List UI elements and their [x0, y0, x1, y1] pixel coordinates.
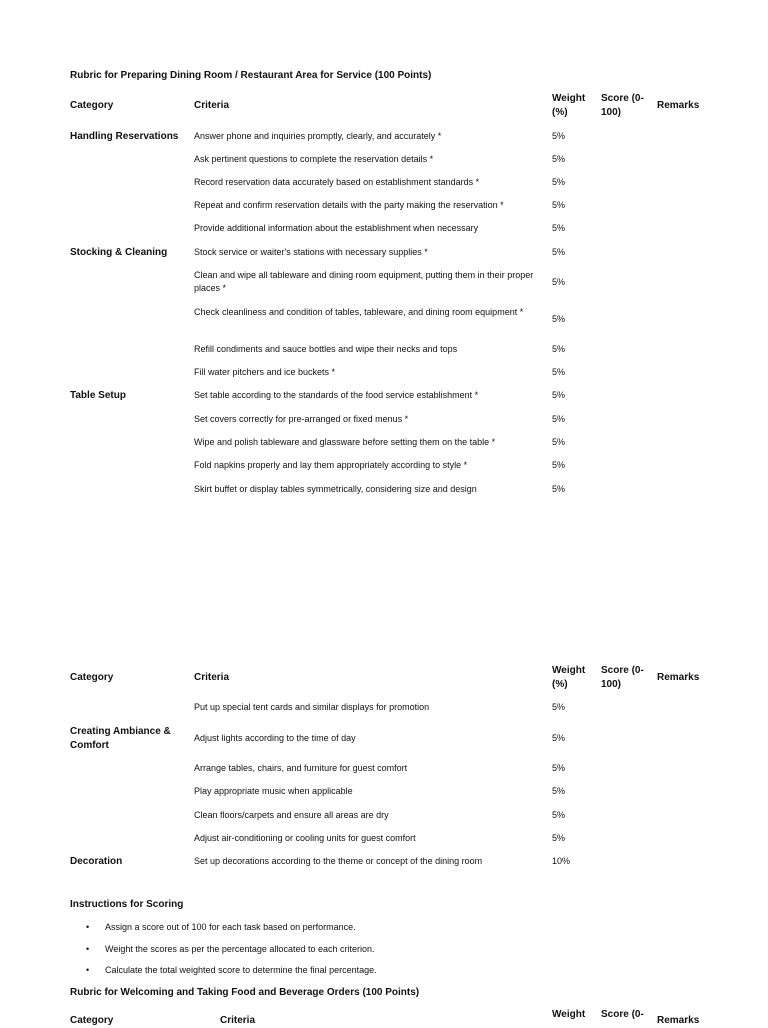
weight-cell: 5% [552, 314, 566, 324]
rubric-2-title: Rubric for Welcoming and Taking Food and Beverage Orders (100 Points) [70, 987, 420, 998]
category-label: Stocking & Cleaning [70, 247, 168, 258]
weight-cell: 5% [552, 484, 566, 494]
header-category: Category [70, 672, 114, 683]
category-label: Creating Ambiance & Comfort [70, 726, 171, 751]
weight-cell: 5% [552, 733, 566, 743]
criteria-cell: Clean and wipe all tableware and dining room equipment, putting them in their proper places * [194, 270, 534, 293]
header-weight: Weight (%) [552, 665, 586, 690]
weight-cell: 5% [552, 277, 566, 287]
instruction-text: Assign a score out of 100 for each task based on performance. [105, 922, 356, 932]
criteria-cell: Check cleanliness and condition of tables, tableware, and dining room equipment * [194, 307, 524, 317]
header-weight: Weight [552, 1009, 586, 1020]
criteria-cell: Record reservation data accurately based on establishment standards * [194, 177, 480, 187]
criteria-cell: Ask pertinent questions to complete the reservation details * [194, 154, 434, 164]
weight-cell: 5% [552, 344, 566, 354]
instruction-item [86, 964, 377, 977]
bullet-icon: • [86, 922, 90, 932]
rubric-1-title: Rubric for Preparing Dining Room / Restaurant Area for Service (100 Points) [70, 70, 432, 81]
weight-cell: 5% [552, 810, 566, 820]
weight-cell: 5% [552, 200, 566, 210]
weight-cell: 5% [552, 460, 566, 470]
weight-cell: 5% [552, 154, 566, 164]
criteria-cell: Set up decorations according to the theme or concept of the dining room [194, 856, 483, 866]
weight-cell: 5% [552, 437, 566, 447]
criteria-cell: Answer phone and inquiries promptly, clearly, and accurately * [194, 131, 442, 141]
category-label: Table Setup [70, 390, 126, 401]
weight-cell: 10% [552, 856, 571, 866]
weight-cell: 5% [552, 247, 566, 257]
header-remarks: Remarks [657, 100, 700, 111]
instruction-item [86, 921, 356, 934]
criteria-cell: Set table according to the standards of the food service establishment * [194, 390, 479, 400]
header-criteria: Criteria [220, 1015, 256, 1026]
header-weight: Weight (%) [552, 93, 586, 118]
header-criteria: Criteria [194, 100, 230, 111]
header-score: Score (0- [601, 1009, 644, 1020]
weight-cell: 5% [552, 763, 566, 773]
weight-cell: 5% [552, 223, 566, 233]
header-remarks: Remarks [657, 672, 700, 683]
weight-cell: 5% [552, 177, 566, 187]
criteria-cell: Fill water pitchers and ice buckets * [194, 367, 336, 377]
weight-cell: 5% [552, 702, 566, 712]
bullet-icon: • [86, 944, 90, 954]
header-criteria: Criteria [194, 672, 230, 683]
instruction-text: Calculate the total weighted score to determine the final percentage. [105, 965, 377, 975]
category-label: Handling Reservations [70, 131, 179, 142]
weight-cell: 5% [552, 367, 566, 377]
header-remarks: Remarks [657, 1015, 700, 1026]
criteria-cell: Play appropriate music when applicable [194, 786, 353, 796]
criteria-cell: Clean floors/carpets and ensure all areas are dry [194, 810, 389, 820]
weight-cell: 5% [552, 414, 566, 424]
weight-cell: 5% [552, 786, 566, 796]
instruction-text: Weight the scores as per the percentage allocated to each criterion. [105, 944, 375, 954]
header-score: Score (0-100) [601, 93, 644, 118]
criteria-cell: Stock service or waiter's stations with necessary supplies * [194, 247, 428, 257]
header-category: Category [70, 1015, 114, 1026]
criteria-cell: Refill condiments and sauce bottles and wipe their necks and tops [194, 344, 458, 354]
criteria-cell: Provide additional information about the establishment when necessary [194, 223, 479, 233]
criteria-cell: Fold napkins properly and lay them appropriately according to style * [194, 460, 468, 470]
criteria-cell: Adjust lights according to the time of day [194, 733, 356, 743]
bullet-icon: • [86, 965, 90, 975]
header-score: Score (0-100) [601, 665, 644, 690]
criteria-cell: Wipe and polish tableware and glassware before setting them on the table * [194, 437, 496, 447]
weight-cell: 5% [552, 390, 566, 400]
criteria-cell: Adjust air-conditioning or cooling units for guest comfort [194, 833, 416, 843]
criteria-cell: Repeat and confirm reservation details with the party making the reservation * [194, 200, 504, 210]
instructions-title: Instructions for Scoring [70, 899, 184, 910]
header-category: Category [70, 100, 114, 111]
criteria-cell: Set covers correctly for pre-arranged or fixed menus * [194, 414, 409, 424]
instruction-item [86, 943, 375, 956]
weight-cell: 5% [552, 833, 566, 843]
criteria-cell: Arrange tables, chairs, and furniture for guest comfort [194, 763, 408, 773]
category-label: Decoration [70, 856, 123, 867]
criteria-cell: Put up special tent cards and similar displays for promotion [194, 702, 430, 712]
criteria-cell: Skirt buffet or display tables symmetrically, considering size and design [194, 484, 477, 494]
weight-cell: 5% [552, 131, 566, 141]
